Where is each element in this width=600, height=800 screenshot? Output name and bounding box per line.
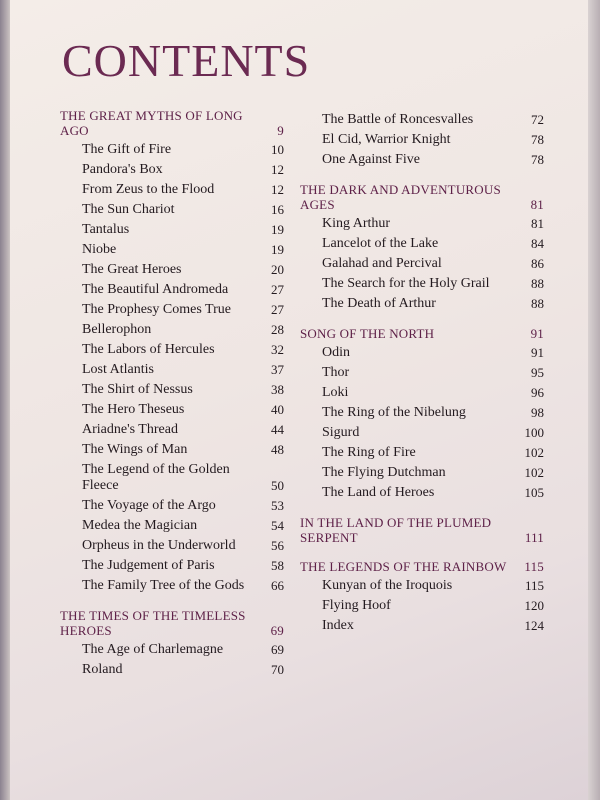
- entry-title: The Wings of Man: [82, 442, 188, 457]
- entry-title: The Land of Heroes: [322, 485, 435, 500]
- toc-entry: [300, 405, 544, 421]
- page-title: CONTENTS: [62, 35, 311, 86]
- toc-entry: [60, 442, 284, 458]
- entry-title: The Sun Chariot: [82, 202, 175, 217]
- toc-entry: [60, 422, 284, 438]
- toc-entry: [300, 598, 544, 614]
- page-number: 81: [531, 216, 544, 231]
- toc-entry: [300, 578, 544, 594]
- toc-section-heading: [300, 515, 544, 545]
- page-number: 27: [271, 302, 284, 317]
- entry-title: The Search for the Holy Grail: [322, 276, 490, 291]
- page-number: 78: [531, 152, 544, 167]
- page-number: 98: [531, 405, 544, 420]
- contents-column-right: [300, 108, 544, 638]
- entry-title: The Shirt of Nessus: [82, 382, 193, 397]
- toc-entry: [60, 538, 284, 554]
- entry-title: Medea the Magician: [82, 518, 198, 533]
- section-title: SONG OF THE NORTH: [300, 326, 435, 341]
- entry-title: The Gift of Fire: [82, 142, 172, 157]
- entry-title: The Flying Dutchman: [322, 465, 446, 480]
- entry-title: Kunyan of the Iroquois: [322, 578, 453, 593]
- toc-entry: [60, 282, 284, 298]
- page-number: 27: [271, 282, 284, 297]
- page-number: 72: [531, 112, 544, 127]
- entry-title: The Hero Theseus: [82, 402, 185, 417]
- toc-entry: [60, 578, 284, 594]
- section-title: THE DARK AND ADVENTUROUS AGES: [300, 182, 501, 212]
- toc-entry: [300, 256, 544, 272]
- page-number: 102: [524, 465, 544, 480]
- toc-section-heading: [300, 182, 544, 212]
- page-number: 96: [531, 385, 544, 400]
- page-number: 88: [531, 296, 544, 311]
- entry-title: Thor: [322, 365, 350, 380]
- entry-title: Orpheus in the Underworld: [82, 538, 236, 553]
- entry-title: Lancelot of the Lake: [322, 236, 439, 251]
- entry-title: The Great Heroes: [82, 262, 182, 277]
- entry-title: The Ring of the Nibelung: [322, 405, 466, 420]
- entry-title: The Family Tree of the Gods: [82, 578, 245, 593]
- toc-entry: [300, 465, 544, 481]
- toc-entry: [60, 382, 284, 398]
- toc-entry: [60, 202, 284, 218]
- entry-title: The Labors of Hercules: [82, 342, 215, 357]
- toc-section-heading: [300, 559, 544, 574]
- entry-title: From Zeus to the Flood: [82, 182, 215, 197]
- entry-title: Bellerophon: [82, 322, 152, 337]
- entry-title: The Age of Charlemagne: [82, 642, 224, 657]
- toc-entry: [60, 182, 284, 198]
- toc-entry: [300, 276, 544, 292]
- toc-entry: [60, 362, 284, 378]
- toc-entry: [300, 152, 544, 168]
- entry-title: The Battle of Roncesvalles: [322, 112, 474, 127]
- entry-title: The Voyage of the Argo: [82, 498, 216, 513]
- entry-title: The Beautiful Andromeda: [82, 282, 229, 297]
- page-number: 91: [531, 345, 544, 360]
- toc-entry: [60, 342, 284, 358]
- page-number: 38: [271, 382, 284, 397]
- toc-entry: [300, 112, 544, 128]
- toc-entry: [60, 558, 284, 574]
- toc-entry: [300, 485, 544, 501]
- toc-entry: [300, 216, 544, 232]
- toc-entry: [300, 345, 544, 361]
- page-number: 66: [271, 578, 284, 593]
- page-number: 40: [271, 402, 284, 417]
- entry-title: El Cid, Warrior Knight: [322, 132, 451, 147]
- entry-title: The Legend of the Golden Fleece: [82, 462, 230, 493]
- toc-entry: [60, 262, 284, 278]
- page-number: 70: [271, 662, 284, 677]
- toc-entry: [300, 236, 544, 252]
- page-number: 19: [271, 242, 284, 257]
- page-number: 58: [271, 558, 284, 573]
- page-number: 53: [271, 498, 284, 513]
- toc-entry: [300, 425, 544, 441]
- page-number: 86: [531, 256, 544, 271]
- entry-title: Niobe: [82, 242, 117, 257]
- page-number: 16: [271, 202, 284, 217]
- toc-section-heading: [60, 108, 284, 138]
- entry-title: Flying Hoof: [322, 598, 391, 613]
- toc-entry: [60, 242, 284, 258]
- page-number: 9: [277, 123, 284, 138]
- entry-title: Loki: [322, 385, 349, 400]
- toc-entry: [300, 132, 544, 148]
- page-number: 48: [271, 442, 284, 457]
- page-number: 69: [270, 623, 284, 638]
- toc-entry: [60, 642, 284, 658]
- page-number: 115: [524, 578, 544, 593]
- page-number: 32: [271, 342, 284, 357]
- page-number: 100: [524, 425, 544, 440]
- entry-title: Ariadne's Thread: [82, 422, 178, 437]
- entry-title: Lost Atlantis: [82, 362, 154, 377]
- page-number: 78: [531, 132, 544, 147]
- page-number: 50: [271, 478, 284, 493]
- entry-title: King Arthur: [322, 216, 391, 231]
- toc-entry: [60, 162, 284, 178]
- page-number: 20: [271, 262, 284, 277]
- contents-column-left: [60, 108, 284, 682]
- entry-title: The Judgement of Paris: [82, 558, 215, 573]
- page-number: 102: [524, 445, 544, 460]
- entry-title: The Ring of Fire: [322, 445, 416, 460]
- page-number: 88: [531, 276, 544, 291]
- page-number: 37: [271, 362, 284, 377]
- page-number: 105: [524, 485, 544, 500]
- toc-entry: [300, 365, 544, 381]
- toc-entry: [60, 322, 284, 338]
- entry-title: Roland: [82, 662, 123, 677]
- page-edge: [588, 0, 600, 800]
- toc-entry: [60, 662, 284, 678]
- page-number: 91: [530, 326, 544, 341]
- entry-title: Sigurd: [322, 425, 360, 440]
- page-number: 56: [271, 538, 284, 553]
- page-number: 111: [524, 530, 544, 545]
- entry-title: Index: [322, 618, 354, 633]
- page-number: 120: [524, 598, 544, 613]
- section-title: THE LEGENDS OF THE RAINBOW: [300, 559, 507, 574]
- toc-entry: [300, 385, 544, 401]
- toc-entry: [300, 445, 544, 461]
- page-number: 54: [271, 518, 284, 533]
- section-title: THE TIMES OF THE TIMELESS HEROES: [60, 608, 246, 638]
- toc-section-heading: [60, 608, 284, 638]
- page-number: 115: [524, 559, 544, 574]
- entry-title: Pandora's Box: [82, 162, 163, 177]
- page-number: 19: [271, 222, 284, 237]
- toc-entry: [300, 618, 544, 634]
- toc-entry: [60, 518, 284, 534]
- toc-entry: [60, 462, 284, 494]
- entry-title: Odin: [322, 345, 350, 360]
- section-title: THE GREAT MYTHS OF LONG AGO: [60, 108, 243, 138]
- entry-title: Tantalus: [82, 222, 130, 237]
- toc-section-heading: [300, 326, 544, 341]
- toc-entry: [300, 296, 544, 312]
- entry-title: The Prophesy Comes True: [82, 302, 231, 317]
- toc-entry: [60, 498, 284, 514]
- page-number: 44: [271, 422, 284, 437]
- page-number: 12: [271, 162, 284, 177]
- toc-entry: [60, 222, 284, 238]
- toc-entry: [60, 402, 284, 418]
- page-number: 124: [524, 618, 544, 633]
- toc-entry: [60, 142, 284, 158]
- entry-title: Galahad and Percival: [322, 256, 442, 271]
- page-number: 84: [531, 236, 544, 251]
- page-number: 10: [271, 142, 284, 157]
- page-number: 69: [271, 642, 284, 657]
- section-title: IN THE LAND OF THE PLUMED SERPENT: [300, 515, 492, 545]
- page-number: 95: [531, 365, 544, 380]
- toc-entry: [60, 302, 284, 318]
- page-number: 12: [271, 182, 284, 197]
- entry-title: One Against Five: [322, 152, 420, 167]
- entry-title: The Death of Arthur: [322, 296, 436, 311]
- page-number: 28: [271, 322, 284, 337]
- page-number: 81: [530, 197, 544, 212]
